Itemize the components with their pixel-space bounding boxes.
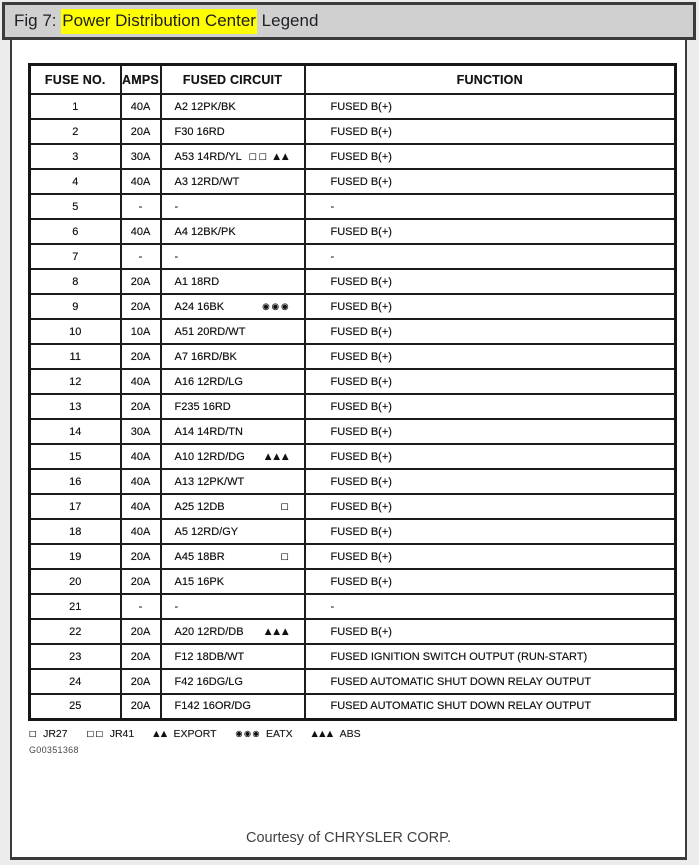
circuit-option-symbols: □ bbox=[280, 551, 291, 562]
circuit-label: A14 14RD/TN bbox=[174, 425, 243, 438]
function-cell: FUSED AUTOMATIC SHUT DOWN RELAY OUTPUT bbox=[305, 694, 676, 719]
function-cell: FUSED B(+) bbox=[305, 494, 676, 519]
function-cell: FUSED B(+) bbox=[305, 144, 676, 169]
amps-cell: - bbox=[121, 594, 161, 619]
table-row bbox=[30, 419, 676, 444]
fuse-no-cell: 23 bbox=[30, 644, 121, 669]
table-row bbox=[30, 519, 676, 544]
fuse-no-cell: 6 bbox=[30, 219, 121, 244]
table-row bbox=[30, 319, 676, 344]
table-row bbox=[30, 669, 676, 694]
circuit-label: F142 16OR/DG bbox=[174, 700, 251, 713]
function-cell: FUSED B(+) bbox=[305, 119, 676, 144]
amps-cell: 20A bbox=[121, 119, 161, 144]
circuit-label: A24 16BK bbox=[174, 300, 225, 313]
fused-circuit-cell bbox=[161, 194, 305, 219]
legend-item bbox=[312, 728, 361, 740]
function-cell: FUSED B(+) bbox=[305, 219, 676, 244]
circuit-label: F12 18DB/WT bbox=[174, 650, 245, 663]
function-cell: FUSED B(+) bbox=[305, 319, 676, 344]
amps-cell: - bbox=[121, 194, 161, 219]
table-row bbox=[30, 344, 676, 369]
amps-cell: 20A bbox=[121, 569, 161, 594]
col-header-function: FUNCTION bbox=[305, 65, 676, 95]
legend-label: EATX bbox=[265, 727, 293, 740]
fuse-no-cell: 1 bbox=[30, 94, 121, 119]
amps-cell: 30A bbox=[121, 419, 161, 444]
fuse-no-cell: 8 bbox=[30, 269, 121, 294]
fuse-no-cell: 17 bbox=[30, 494, 121, 519]
fused-circuit-cell bbox=[161, 244, 305, 269]
circuit-label: A2 12PK/BK bbox=[174, 100, 236, 113]
table-row bbox=[30, 369, 676, 394]
fused-circuit-cell bbox=[161, 319, 305, 344]
function-cell: - bbox=[305, 594, 676, 619]
circuit-label: A13 12PK/WT bbox=[174, 475, 245, 488]
legend-item bbox=[87, 728, 135, 740]
table-row bbox=[30, 94, 676, 119]
legend-symbol: ◉◉◉ bbox=[235, 729, 261, 738]
legend-label: EXPORT bbox=[173, 727, 217, 740]
circuit-label: A45 18BR bbox=[174, 550, 225, 563]
circuit-option-symbols: ▲▲▲ bbox=[264, 626, 291, 637]
figure-title-highlight: Power Distribution Center bbox=[61, 9, 257, 34]
fuse-no-cell: 12 bbox=[30, 369, 121, 394]
amps-cell: 20A bbox=[121, 294, 161, 319]
circuit-label: A5 12RD/GY bbox=[174, 525, 239, 538]
table-row bbox=[30, 569, 676, 594]
legend-item bbox=[153, 728, 216, 740]
fused-circuit-cell bbox=[161, 144, 305, 169]
fused-circuit-cell bbox=[161, 644, 305, 669]
circuit-label: A1 18RD bbox=[174, 275, 220, 288]
col-header-fuse-no: FUSE NO. bbox=[30, 65, 121, 95]
fuse-no-cell: 21 bbox=[30, 594, 121, 619]
fuse-no-cell: 22 bbox=[30, 619, 121, 644]
fused-circuit-cell bbox=[161, 494, 305, 519]
amps-cell: 40A bbox=[121, 494, 161, 519]
amps-cell: - bbox=[121, 244, 161, 269]
fuse-no-cell: 19 bbox=[30, 544, 121, 569]
legend-item bbox=[29, 728, 68, 740]
amps-cell: 40A bbox=[121, 469, 161, 494]
fused-circuit-cell bbox=[161, 269, 305, 294]
circuit-label: F235 16RD bbox=[174, 400, 231, 413]
amps-cell: 20A bbox=[121, 394, 161, 419]
fuse-no-cell: 5 bbox=[30, 194, 121, 219]
fused-circuit-cell bbox=[161, 594, 305, 619]
table-row bbox=[30, 594, 676, 619]
figure-title-suffix: Legend bbox=[256, 11, 319, 30]
table-row bbox=[30, 144, 676, 169]
function-cell: FUSED B(+) bbox=[305, 394, 676, 419]
table-header-row bbox=[30, 65, 676, 95]
figure-title-bar bbox=[2, 2, 696, 40]
fused-circuit-cell bbox=[161, 569, 305, 594]
table-row bbox=[30, 244, 676, 269]
fuse-no-cell: 18 bbox=[30, 519, 121, 544]
legend-label: JR41 bbox=[109, 727, 135, 740]
circuit-label: A20 12RD/DB bbox=[174, 625, 244, 638]
legend-symbol: ▲▲ bbox=[153, 729, 169, 738]
fuse-no-cell: 7 bbox=[30, 244, 121, 269]
legend-label: ABS bbox=[339, 727, 361, 740]
circuit-label: A15 16PK bbox=[174, 575, 225, 588]
circuit-option-symbols: □□ ▲▲ bbox=[248, 151, 291, 162]
fuse-no-cell: 15 bbox=[30, 444, 121, 469]
fused-circuit-cell bbox=[161, 419, 305, 444]
function-cell: FUSED B(+) bbox=[305, 94, 676, 119]
table-row bbox=[30, 544, 676, 569]
circuit-label: A7 16RD/BK bbox=[174, 350, 237, 363]
circuit-label: A51 20RD/WT bbox=[174, 325, 246, 338]
circuit-option-symbols: ▲▲▲ bbox=[264, 451, 291, 462]
legend-label: JR27 bbox=[43, 727, 68, 740]
table-row bbox=[30, 694, 676, 719]
amps-cell: 40A bbox=[121, 169, 161, 194]
fused-circuit-cell bbox=[161, 394, 305, 419]
circuit-label: A3 12RD/WT bbox=[174, 175, 240, 188]
fused-circuit-cell bbox=[161, 694, 305, 719]
function-cell: - bbox=[305, 194, 676, 219]
function-cell: FUSED B(+) bbox=[305, 619, 676, 644]
table-row bbox=[30, 494, 676, 519]
amps-cell: 20A bbox=[121, 669, 161, 694]
circuit-label: F42 16DG/LG bbox=[174, 675, 243, 688]
fused-circuit-cell bbox=[161, 119, 305, 144]
amps-cell: 20A bbox=[121, 269, 161, 294]
amps-cell: 20A bbox=[121, 619, 161, 644]
fused-circuit-cell bbox=[161, 619, 305, 644]
circuit-label: A4 12BK/PK bbox=[174, 225, 236, 238]
table-row bbox=[30, 469, 676, 494]
fused-circuit-cell bbox=[161, 369, 305, 394]
circuit-label: A10 12RD/DG bbox=[174, 450, 245, 463]
legend-item bbox=[236, 728, 293, 740]
function-cell: FUSED B(+) bbox=[305, 519, 676, 544]
symbol-legend bbox=[29, 728, 685, 740]
table-row bbox=[30, 294, 676, 319]
fused-circuit-cell bbox=[161, 219, 305, 244]
table-row bbox=[30, 644, 676, 669]
fused-circuit-cell bbox=[161, 544, 305, 569]
fuse-no-cell: 10 bbox=[30, 319, 121, 344]
table-row bbox=[30, 394, 676, 419]
function-cell: FUSED B(+) bbox=[305, 369, 676, 394]
function-cell: FUSED B(+) bbox=[305, 419, 676, 444]
fused-circuit-cell bbox=[161, 469, 305, 494]
table-row bbox=[30, 169, 676, 194]
circuit-label: A25 12DB bbox=[174, 500, 225, 513]
fuse-no-cell: 24 bbox=[30, 669, 121, 694]
fused-circuit-cell bbox=[161, 169, 305, 194]
amps-cell: 40A bbox=[121, 444, 161, 469]
legend-symbol: □□ bbox=[86, 729, 105, 738]
legend-symbol: ▲▲▲ bbox=[311, 729, 335, 738]
figure-id: G00351368 bbox=[29, 744, 79, 755]
function-cell: FUSED B(+) bbox=[305, 269, 676, 294]
function-cell: FUSED AUTOMATIC SHUT DOWN RELAY OUTPUT bbox=[305, 669, 676, 694]
fused-circuit-cell bbox=[161, 444, 305, 469]
table-row bbox=[30, 119, 676, 144]
fuse-no-cell: 4 bbox=[30, 169, 121, 194]
amps-cell: 40A bbox=[121, 219, 161, 244]
fuse-no-cell: 14 bbox=[30, 419, 121, 444]
table-row bbox=[30, 219, 676, 244]
amps-cell: 40A bbox=[121, 94, 161, 119]
fuse-no-cell: 3 bbox=[30, 144, 121, 169]
fused-circuit-cell bbox=[161, 294, 305, 319]
fuse-no-cell: 20 bbox=[30, 569, 121, 594]
function-cell: FUSED B(+) bbox=[305, 569, 676, 594]
circuit-label: - bbox=[174, 200, 179, 213]
function-cell: FUSED B(+) bbox=[305, 469, 676, 494]
circuit-label: A16 12RD/LG bbox=[174, 375, 243, 388]
fuse-no-cell: 16 bbox=[30, 469, 121, 494]
amps-cell: 20A bbox=[121, 544, 161, 569]
amps-cell: 40A bbox=[121, 519, 161, 544]
fused-circuit-cell bbox=[161, 94, 305, 119]
fuse-legend-table bbox=[28, 63, 677, 721]
fused-circuit-cell bbox=[161, 669, 305, 694]
amps-cell: 40A bbox=[121, 369, 161, 394]
credit-line: Courtesy of CHRYSLER CORP. bbox=[246, 830, 451, 846]
fuse-no-cell: 11 bbox=[30, 344, 121, 369]
fuse-table-body bbox=[30, 94, 676, 719]
figure-title-prefix: Fig 7: bbox=[14, 11, 62, 30]
function-cell: FUSED B(+) bbox=[305, 444, 676, 469]
circuit-label: - bbox=[174, 600, 179, 613]
amps-cell: 20A bbox=[121, 344, 161, 369]
function-cell: FUSED B(+) bbox=[305, 544, 676, 569]
legend-symbol: □ bbox=[29, 729, 39, 738]
circuit-label: F30 16RD bbox=[174, 125, 225, 138]
fused-circuit-cell bbox=[161, 519, 305, 544]
fuse-no-cell: 2 bbox=[30, 119, 121, 144]
table-row bbox=[30, 194, 676, 219]
amps-cell: 20A bbox=[121, 694, 161, 719]
fuse-no-cell: 25 bbox=[30, 694, 121, 719]
fuse-no-cell: 13 bbox=[30, 394, 121, 419]
function-cell: FUSED IGNITION SWITCH OUTPUT (RUN-START) bbox=[305, 644, 676, 669]
function-cell: FUSED B(+) bbox=[305, 294, 676, 319]
function-cell: FUSED B(+) bbox=[305, 169, 676, 194]
amps-cell: 10A bbox=[121, 319, 161, 344]
amps-cell: 30A bbox=[121, 144, 161, 169]
table-row bbox=[30, 619, 676, 644]
amps-cell: 20A bbox=[121, 644, 161, 669]
table-row bbox=[30, 444, 676, 469]
circuit-option-symbols: ◉◉◉ bbox=[262, 301, 291, 312]
document-panel bbox=[10, 40, 687, 860]
fused-circuit-cell bbox=[161, 344, 305, 369]
circuit-option-symbols: □ bbox=[280, 501, 291, 512]
col-header-fused-circuit: FUSED CIRCUIT bbox=[161, 65, 305, 95]
function-cell: FUSED B(+) bbox=[305, 344, 676, 369]
function-cell: - bbox=[305, 244, 676, 269]
circuit-label: A53 14RD/YL bbox=[174, 150, 242, 163]
table-row bbox=[30, 269, 676, 294]
circuit-label: - bbox=[174, 250, 179, 263]
fuse-no-cell: 9 bbox=[30, 294, 121, 319]
col-header-amps: AMPS bbox=[121, 65, 161, 95]
